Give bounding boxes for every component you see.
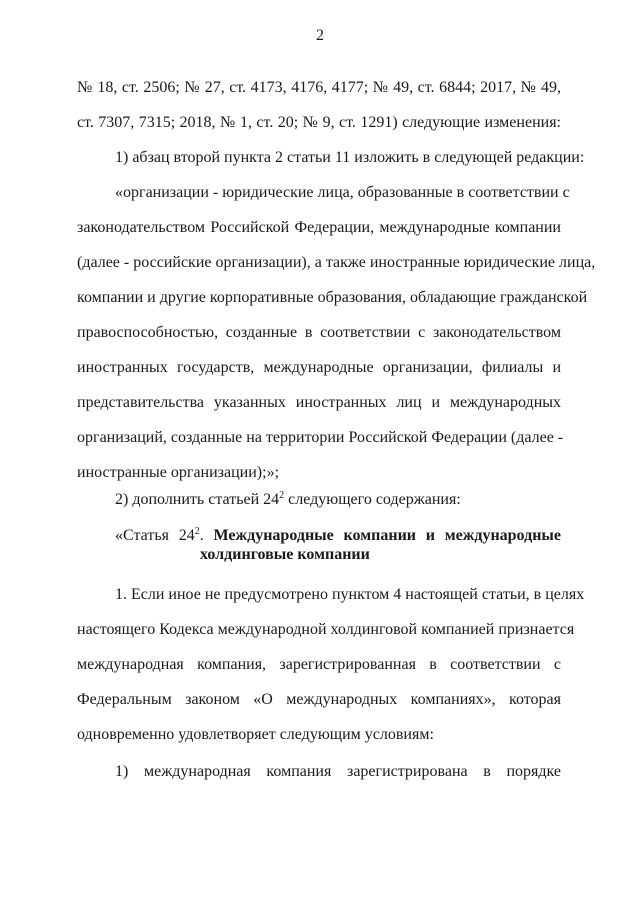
text-line: 1. Если иное не предусмотрено пунктом 4 настоящей статьи, в целях bbox=[115, 586, 585, 603]
text-line: настоящего Кодекса международной холдинговой компанией признается bbox=[77, 621, 575, 638]
text-line: одновременно удовлетворяет следующим условиям: bbox=[77, 726, 434, 743]
text-line: 1) международная компания зарегистрирована в порядке bbox=[115, 763, 561, 780]
text-line: 1) абзац второй пункта 2 статьи 11 изложить в следующей редакции: bbox=[115, 149, 585, 166]
text-line: компании и другие корпоративные образования, обладающие гражданской bbox=[77, 289, 588, 306]
article-label: «Статья $24^2$. bbox=[115, 526, 204, 544]
text-line: ст. 7307, 7315; 2018, № 1, ст. 20; № 9, ст. 1291) следующие изменения: bbox=[77, 114, 561, 131]
text-line: Федеральным законом «О международных компаниях», которая bbox=[77, 691, 561, 708]
page-number: 2 bbox=[316, 27, 324, 44]
article-title-line2: холдинговые компании bbox=[200, 546, 370, 563]
article-title-line1: Международные компании и международные bbox=[213, 527, 562, 544]
text-line: № 18, ст. 2506; № 27, ст. 4173, 4176, 4177; № 49, ст. 6844; 2017, № 49, bbox=[77, 79, 561, 96]
text-line-article-add bbox=[115, 490, 461, 510]
text-line: иностранных государств, международные организации, филиалы и bbox=[77, 359, 561, 376]
text-line: организаций, созданные на территории Российской Федерации (далее - bbox=[77, 429, 564, 446]
article-add-text: 2) дополнить статьей 24 bbox=[115, 491, 280, 508]
text-line: представительства указанных иностранных лиц и международных bbox=[77, 394, 561, 411]
text-line: законодательством Российской Федерации, международные компании bbox=[77, 219, 561, 236]
text-line: (далее - российские организации), а также иностранные юридические лица, bbox=[77, 254, 596, 271]
superscript: 2 bbox=[279, 490, 285, 501]
text-line: иностранные организации);»; bbox=[77, 464, 280, 481]
text-line: международная компания, зарегистрированная в соответствии с bbox=[77, 656, 561, 673]
article-heading bbox=[115, 526, 561, 546]
text-line: правоспособностью, созданные в соответствии с законодательством bbox=[77, 324, 561, 341]
article-add-text-rest: следующего содержания: bbox=[284, 491, 461, 508]
text-line: «организации - юридические лица, образованные в соответствии с bbox=[115, 184, 570, 201]
